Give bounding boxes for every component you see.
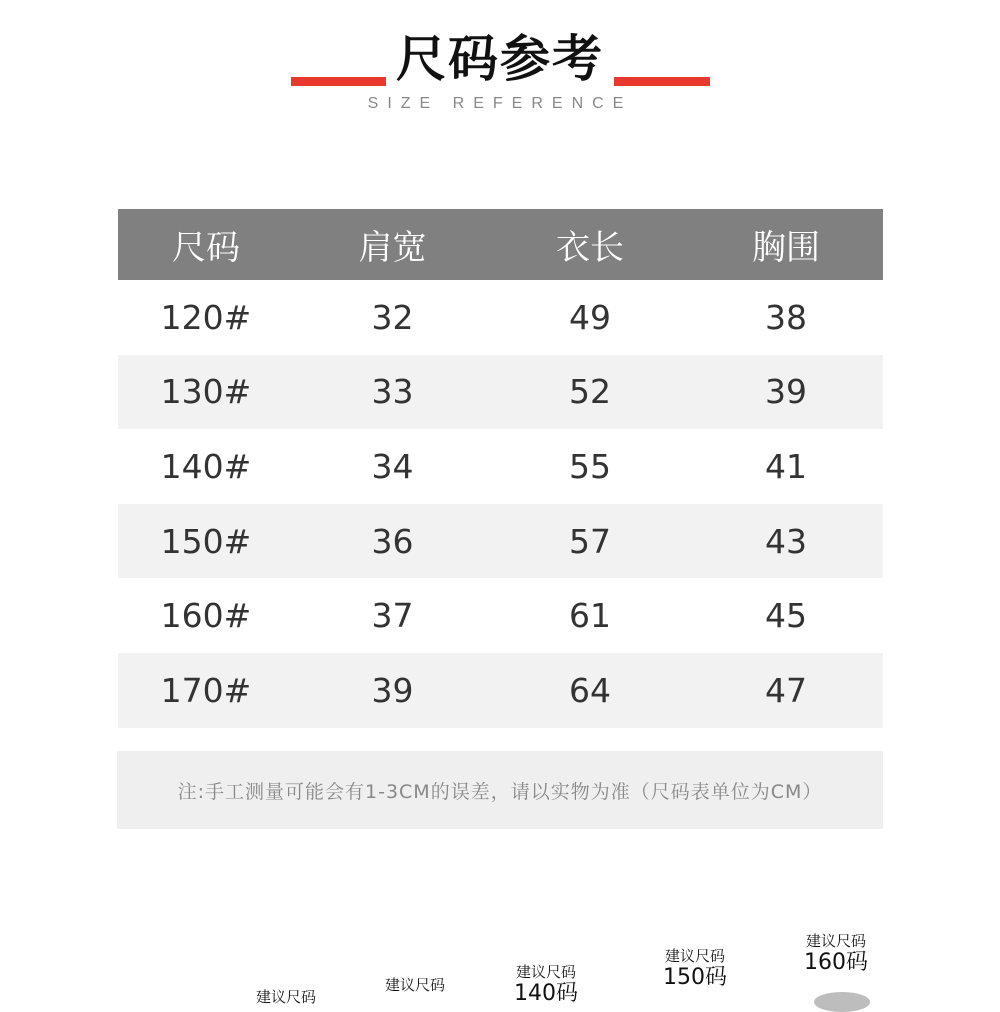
suggestion-label: 建议尺码 bbox=[384, 976, 445, 994]
page-title bbox=[0, 24, 1000, 94]
table-row bbox=[118, 504, 883, 579]
table-row bbox=[118, 355, 883, 430]
suggestion-size: 160码 bbox=[804, 950, 868, 976]
table-row bbox=[118, 429, 883, 504]
cell-size: 170# bbox=[160, 670, 252, 710]
cell-length: 55 bbox=[569, 446, 611, 486]
cell-shoulder: 32 bbox=[371, 297, 414, 337]
cell-length: 49 bbox=[569, 297, 611, 337]
cell-chest: 39 bbox=[765, 372, 807, 412]
cell-chest: 43 bbox=[765, 521, 807, 561]
suggestion-size: 140码 bbox=[514, 981, 578, 1007]
table-header bbox=[118, 209, 883, 280]
cell-size: 160# bbox=[160, 596, 252, 636]
size-suggestion-3 bbox=[506, 964, 586, 1007]
cell-shoulder: 37 bbox=[371, 596, 414, 636]
figure-head-shape bbox=[814, 992, 870, 1012]
measurement-note: 注:手工测量可能会有1-3CM的误差，请以实物为准（尺码表单位为CM） bbox=[117, 751, 883, 829]
cell-size: 120# bbox=[160, 297, 252, 337]
cell-length: 61 bbox=[569, 596, 611, 636]
cell-chest: 41 bbox=[765, 446, 807, 486]
header-chest: 胸围 bbox=[752, 228, 820, 268]
size-suggestion-1 bbox=[246, 989, 326, 1006]
cell-shoulder: 33 bbox=[371, 372, 414, 412]
size-table bbox=[118, 209, 883, 728]
cell-chest: 47 bbox=[765, 670, 807, 710]
cell-length: 64 bbox=[569, 670, 611, 710]
suggestion-label: 建议尺码 bbox=[805, 932, 866, 950]
size-suggestion-4 bbox=[655, 948, 735, 991]
page-subtitle: SIZE REFERENCE bbox=[367, 95, 633, 112]
cell-length: 52 bbox=[569, 372, 611, 412]
cell-size: 140# bbox=[160, 446, 252, 486]
size-suggestion-5 bbox=[796, 933, 876, 976]
suggestion-size: 150码 bbox=[663, 965, 727, 991]
suggestion-label: 建议尺码 bbox=[515, 963, 576, 981]
cell-chest: 38 bbox=[765, 297, 807, 337]
suggestion-label: 建议尺码 bbox=[664, 947, 725, 965]
table-row bbox=[118, 578, 883, 653]
header-size: 尺码 bbox=[172, 228, 240, 268]
page-title-text: 尺码参考 bbox=[386, 30, 614, 88]
table-row bbox=[118, 653, 883, 728]
title-section bbox=[0, 0, 1000, 130]
cell-shoulder: 34 bbox=[371, 446, 414, 486]
header-shoulder: 肩宽 bbox=[358, 228, 427, 268]
suggestion-label: 建议尺码 bbox=[255, 988, 316, 1006]
header-length: 衣长 bbox=[556, 228, 624, 268]
cell-size: 150# bbox=[160, 521, 252, 561]
table-row bbox=[118, 280, 883, 355]
size-suggestion-2 bbox=[375, 977, 455, 994]
cell-shoulder: 36 bbox=[371, 521, 414, 561]
cell-chest: 45 bbox=[765, 596, 807, 636]
cell-shoulder: 39 bbox=[371, 670, 414, 710]
cell-size: 130# bbox=[160, 372, 252, 412]
cell-length: 57 bbox=[569, 521, 611, 561]
